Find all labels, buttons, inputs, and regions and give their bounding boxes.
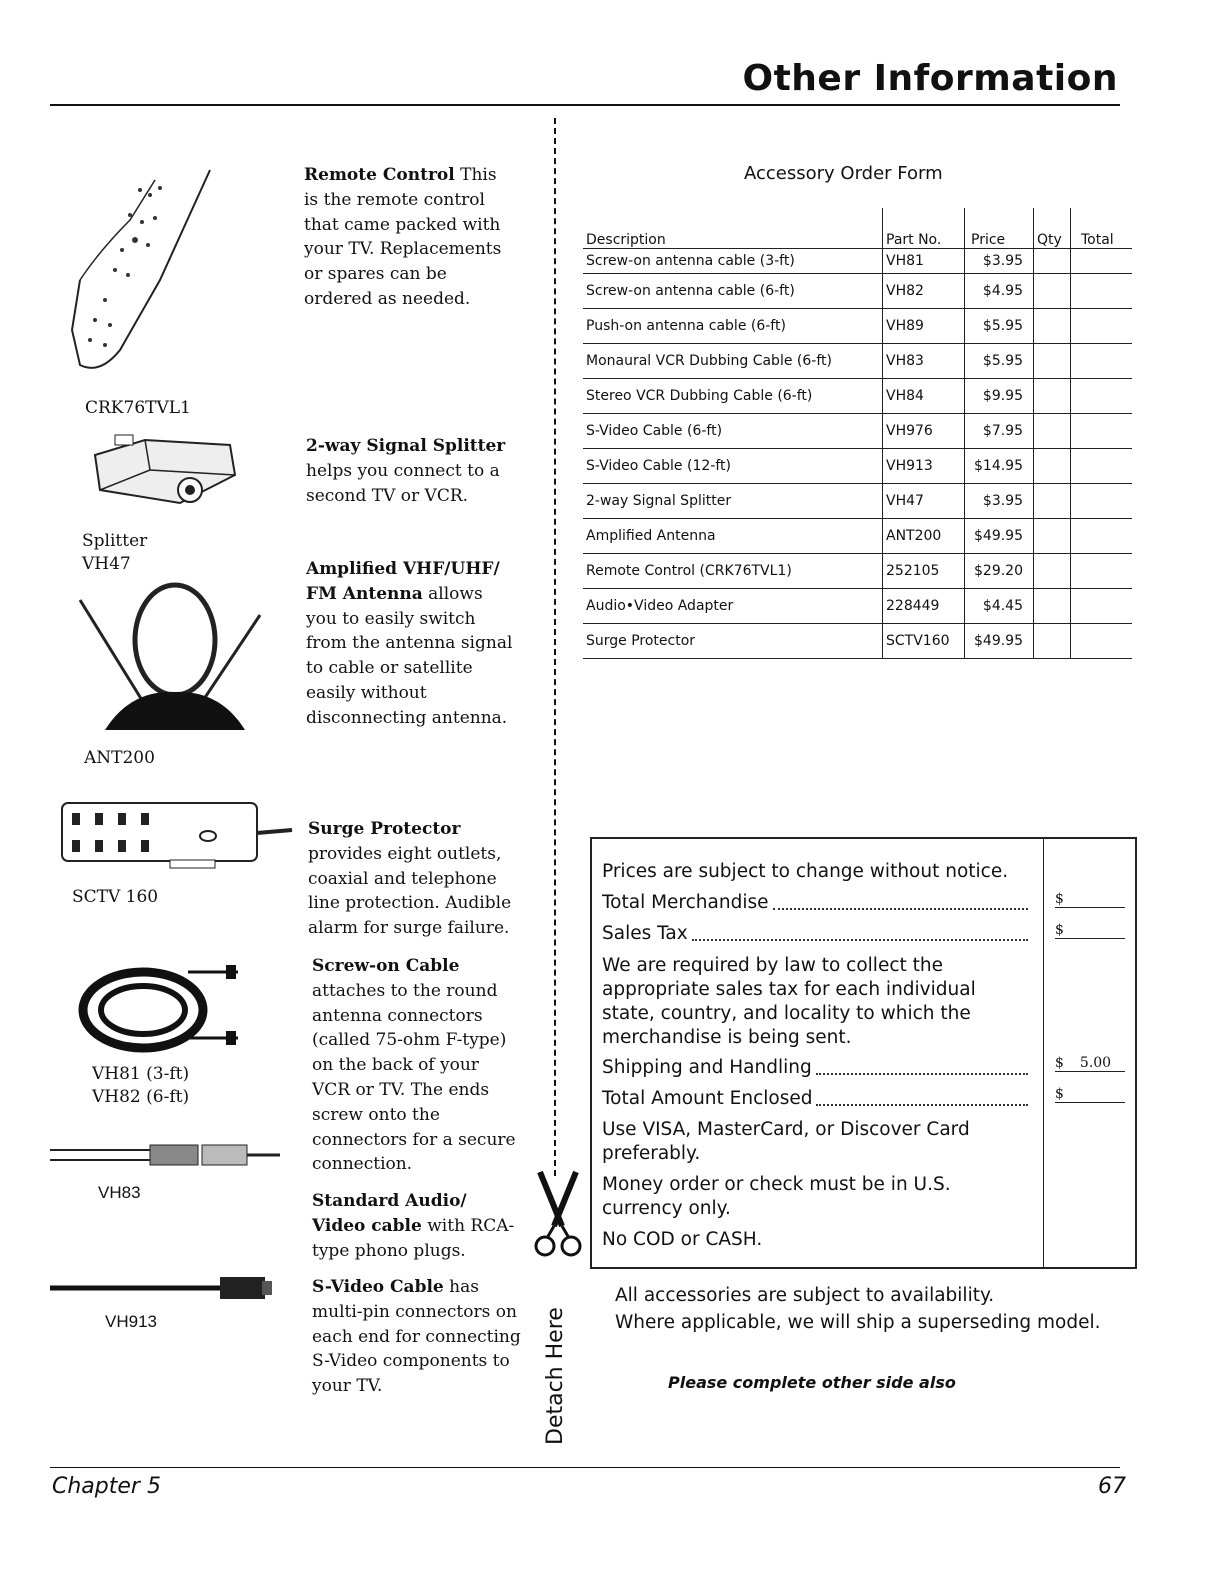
screw-on-name: Screw-on Cable — [312, 956, 460, 976]
total-merchandise-line — [602, 891, 1032, 915]
remote-text: This is the remote control that came packed with your TV. Replacements or spares can be ordered as needed. — [304, 165, 502, 309]
row-description: Monaural VCR Dubbing Cable (6-ft) — [583, 344, 883, 379]
order-row — [583, 449, 1132, 484]
antenna-text: allows you to easily switch from the antenna signal to cable or satellite easily without disconnecting antenna. — [306, 583, 513, 728]
row-qty[interactable] — [1034, 519, 1071, 554]
splitter-text: helps you connect to a second TV or VCR. — [306, 460, 500, 506]
order-row — [583, 344, 1132, 379]
col-description: Description — [583, 208, 883, 249]
remote-name: Remote Control — [304, 165, 455, 185]
complete-other-side-note: Please complete other side also — [668, 1373, 956, 1392]
row-part-no: VH89 — [883, 309, 965, 344]
av-cable-caption: VH83 — [98, 1183, 141, 1202]
remote-caption: CRK76TVL1 — [85, 398, 191, 418]
av-cable-text: with RCA-type phono plugs. — [312, 1215, 515, 1261]
order-form-title: Accessory Order Form — [744, 163, 943, 184]
col-qty: Qty — [1034, 208, 1071, 249]
total-merchandise-label: Total Merchandise — [602, 892, 769, 913]
row-description: Screw-on antenna cable (3-ft) — [583, 249, 883, 274]
row-description: Audio•Video Adapter — [583, 589, 883, 624]
row-part-no: 252105 — [883, 554, 965, 589]
col-part-no: Part No. — [883, 208, 965, 249]
row-price: $5.95 — [965, 344, 1034, 379]
shipping-label: Shipping and Handling — [602, 1057, 812, 1078]
shipping-line — [602, 1056, 1032, 1080]
row-description: 2-way Signal Splitter — [583, 484, 883, 519]
row-part-no: VH81 — [883, 249, 965, 274]
remote-description — [304, 163, 514, 312]
row-total[interactable] — [1071, 274, 1133, 309]
screw-on-caption — [92, 1063, 189, 1109]
svideo-cable-caption: VH913 — [105, 1312, 157, 1331]
screw-on-caption-line2: VH82 (6-ft) — [92, 1087, 190, 1107]
surge-text: provides eight outlets, coaxial and telephone line protection. Audible alarm for surge failure. — [308, 843, 512, 939]
row-total[interactable] — [1071, 484, 1133, 519]
row-price: $49.95 — [965, 624, 1034, 659]
row-price: $5.95 — [965, 309, 1034, 344]
row-qty[interactable] — [1034, 449, 1071, 484]
antenna-description — [306, 557, 516, 731]
order-row — [583, 249, 1132, 274]
splitter-name: 2-way Signal Splitter — [306, 436, 506, 456]
shipping-field[interactable] — [1055, 1055, 1125, 1072]
row-total[interactable] — [1071, 249, 1133, 274]
row-qty[interactable] — [1034, 274, 1071, 309]
surge-description — [308, 817, 518, 941]
surge-protector-image — [60, 798, 295, 873]
page-number: 67 — [1098, 1474, 1126, 1499]
availability-note: All accessories are subject to availability. — [615, 1285, 995, 1306]
order-row — [583, 379, 1132, 414]
row-qty[interactable] — [1034, 249, 1071, 274]
row-description: Surge Protector — [583, 624, 883, 659]
svideo-name: S-Video Cable — [312, 1277, 444, 1297]
row-total[interactable] — [1071, 344, 1133, 379]
row-qty[interactable] — [1034, 309, 1071, 344]
antenna-image — [70, 580, 270, 740]
row-description: Screw-on antenna cable (6-ft) — [583, 274, 883, 309]
order-row — [583, 484, 1132, 519]
row-total[interactable] — [1071, 554, 1133, 589]
row-total[interactable] — [1071, 379, 1133, 414]
col-price: Price — [965, 208, 1034, 249]
row-qty[interactable] — [1034, 344, 1071, 379]
row-description: Remote Control (CRK76TVL1) — [583, 554, 883, 589]
order-table — [583, 208, 1132, 659]
antenna-name: Amplified VHF/UHF/ FM Antenna — [306, 559, 500, 604]
dollar-sign: $ — [1055, 922, 1064, 938]
splitter-caption — [82, 530, 147, 576]
antenna-caption: ANT200 — [84, 748, 155, 768]
screw-on-description — [312, 954, 522, 1177]
splitter-caption-line2: VH47 — [82, 554, 131, 574]
row-price: $4.95 — [965, 274, 1034, 309]
total-enclosed-label: Total Amount Enclosed — [602, 1088, 813, 1109]
row-part-no: VH82 — [883, 274, 965, 309]
cut-line — [554, 118, 556, 1176]
row-total[interactable] — [1071, 414, 1133, 449]
row-part-no: 228449 — [883, 589, 965, 624]
row-description: Push-on antenna cable (6-ft) — [583, 309, 883, 344]
order-row — [583, 589, 1132, 624]
surge-name: Surge Protector — [308, 819, 461, 839]
row-part-no: VH83 — [883, 344, 965, 379]
money-note: Money order or check must be in U.S. currency only. — [602, 1174, 951, 1219]
row-qty[interactable] — [1034, 554, 1071, 589]
row-qty[interactable] — [1034, 379, 1071, 414]
scissors-icon — [532, 1168, 584, 1260]
row-price: $9.95 — [965, 379, 1034, 414]
total-enclosed-field[interactable] — [1055, 1086, 1125, 1103]
row-part-no: VH913 — [883, 449, 965, 484]
supersede-note: Where applicable, we will ship a superseding model. — [615, 1312, 1101, 1333]
detach-here-label — [534, 1300, 574, 1450]
dollar-sign: $ — [1055, 891, 1064, 907]
row-total[interactable] — [1071, 589, 1133, 624]
order-row — [583, 554, 1132, 589]
row-price: $3.95 — [965, 249, 1034, 274]
av-cable-image — [50, 1142, 285, 1172]
row-total[interactable] — [1071, 519, 1133, 554]
row-price: $49.95 — [965, 519, 1034, 554]
row-total[interactable] — [1071, 309, 1133, 344]
row-total[interactable] — [1071, 624, 1133, 659]
row-price: $3.95 — [965, 484, 1034, 519]
shipping-amount: 5.00 — [1079, 1055, 1112, 1071]
svideo-text: has multi-pin connectors on each end for connecting S-Video components to your TV. — [312, 1277, 521, 1397]
row-qty[interactable] — [1034, 589, 1071, 624]
order-row — [583, 414, 1132, 449]
sales-tax-line — [602, 922, 1032, 946]
row-part-no: VH47 — [883, 484, 965, 519]
row-price: $7.95 — [965, 414, 1034, 449]
screw-on-text: attaches to the round antenna connectors (called 75-ohm F-type) on the back of your VCR or TV. The ends screw onto the connectors for a secure connection. — [312, 980, 516, 1175]
surge-caption: SCTV 160 — [72, 887, 159, 907]
splitter-image — [85, 425, 245, 515]
row-description: Amplified Antenna — [583, 519, 883, 554]
order-row — [583, 309, 1132, 344]
row-part-no: VH84 — [883, 379, 965, 414]
row-total[interactable] — [1071, 449, 1133, 484]
total-enclosed-line — [602, 1087, 1032, 1111]
chapter-label: Chapter 5 — [52, 1474, 161, 1499]
order-row — [583, 274, 1132, 309]
cards-note: Use VISA, MasterCard, or Discover Card preferably. — [602, 1119, 970, 1164]
svideo-description — [312, 1275, 522, 1399]
total-merchandise-field[interactable] — [1055, 891, 1125, 908]
cod-note: No COD or CASH. — [602, 1229, 763, 1250]
screw-on-caption-line1: VH81 (3-ft) — [92, 1064, 190, 1084]
row-qty[interactable] — [1034, 624, 1071, 659]
splitter-description — [306, 434, 516, 508]
av-cable-name: Standard Audio/ Video cable — [312, 1191, 467, 1236]
splitter-caption-line1: Splitter — [82, 531, 148, 551]
tax-note: We are required by law to collect the appropriate sales tax for each individual state, country, and locality to which the merchandise is being sent. — [602, 955, 976, 1048]
totals-box-divider — [1043, 839, 1044, 1267]
row-part-no: VH976 — [883, 414, 965, 449]
row-price: $14.95 — [965, 449, 1034, 484]
row-part-no: SCTV160 — [883, 624, 965, 659]
row-description: S-Video Cable (6-ft) — [583, 414, 883, 449]
row-qty[interactable] — [1034, 484, 1071, 519]
sales-tax-field[interactable] — [1055, 922, 1125, 939]
row-price: $4.45 — [965, 589, 1034, 624]
row-qty[interactable] — [1034, 414, 1071, 449]
row-description: Stereo VCR Dubbing Cable (6-ft) — [583, 379, 883, 414]
av-cable-description — [312, 1189, 522, 1263]
svideo-cable-image — [50, 1273, 275, 1303]
top-divider — [50, 104, 1120, 106]
sales-tax-label: Sales Tax — [602, 923, 688, 944]
col-total: Total — [1071, 208, 1133, 249]
screw-on-cable-image — [68, 960, 248, 1060]
page-title: Other Information — [742, 58, 1118, 99]
order-row — [583, 624, 1132, 659]
dollar-sign: $ — [1055, 1055, 1064, 1071]
order-row — [583, 519, 1132, 554]
row-part-no: ANT200 — [883, 519, 965, 554]
dollar-sign: $ — [1055, 1086, 1064, 1102]
bottom-divider — [50, 1467, 1120, 1468]
detach-here-text: Detach Here — [543, 1307, 568, 1445]
remote-control-image — [60, 160, 220, 385]
prices-note: Prices are subject to change without notice. — [602, 861, 1009, 882]
row-description: S-Video Cable (12-ft) — [583, 449, 883, 484]
row-price: $29.20 — [965, 554, 1034, 589]
